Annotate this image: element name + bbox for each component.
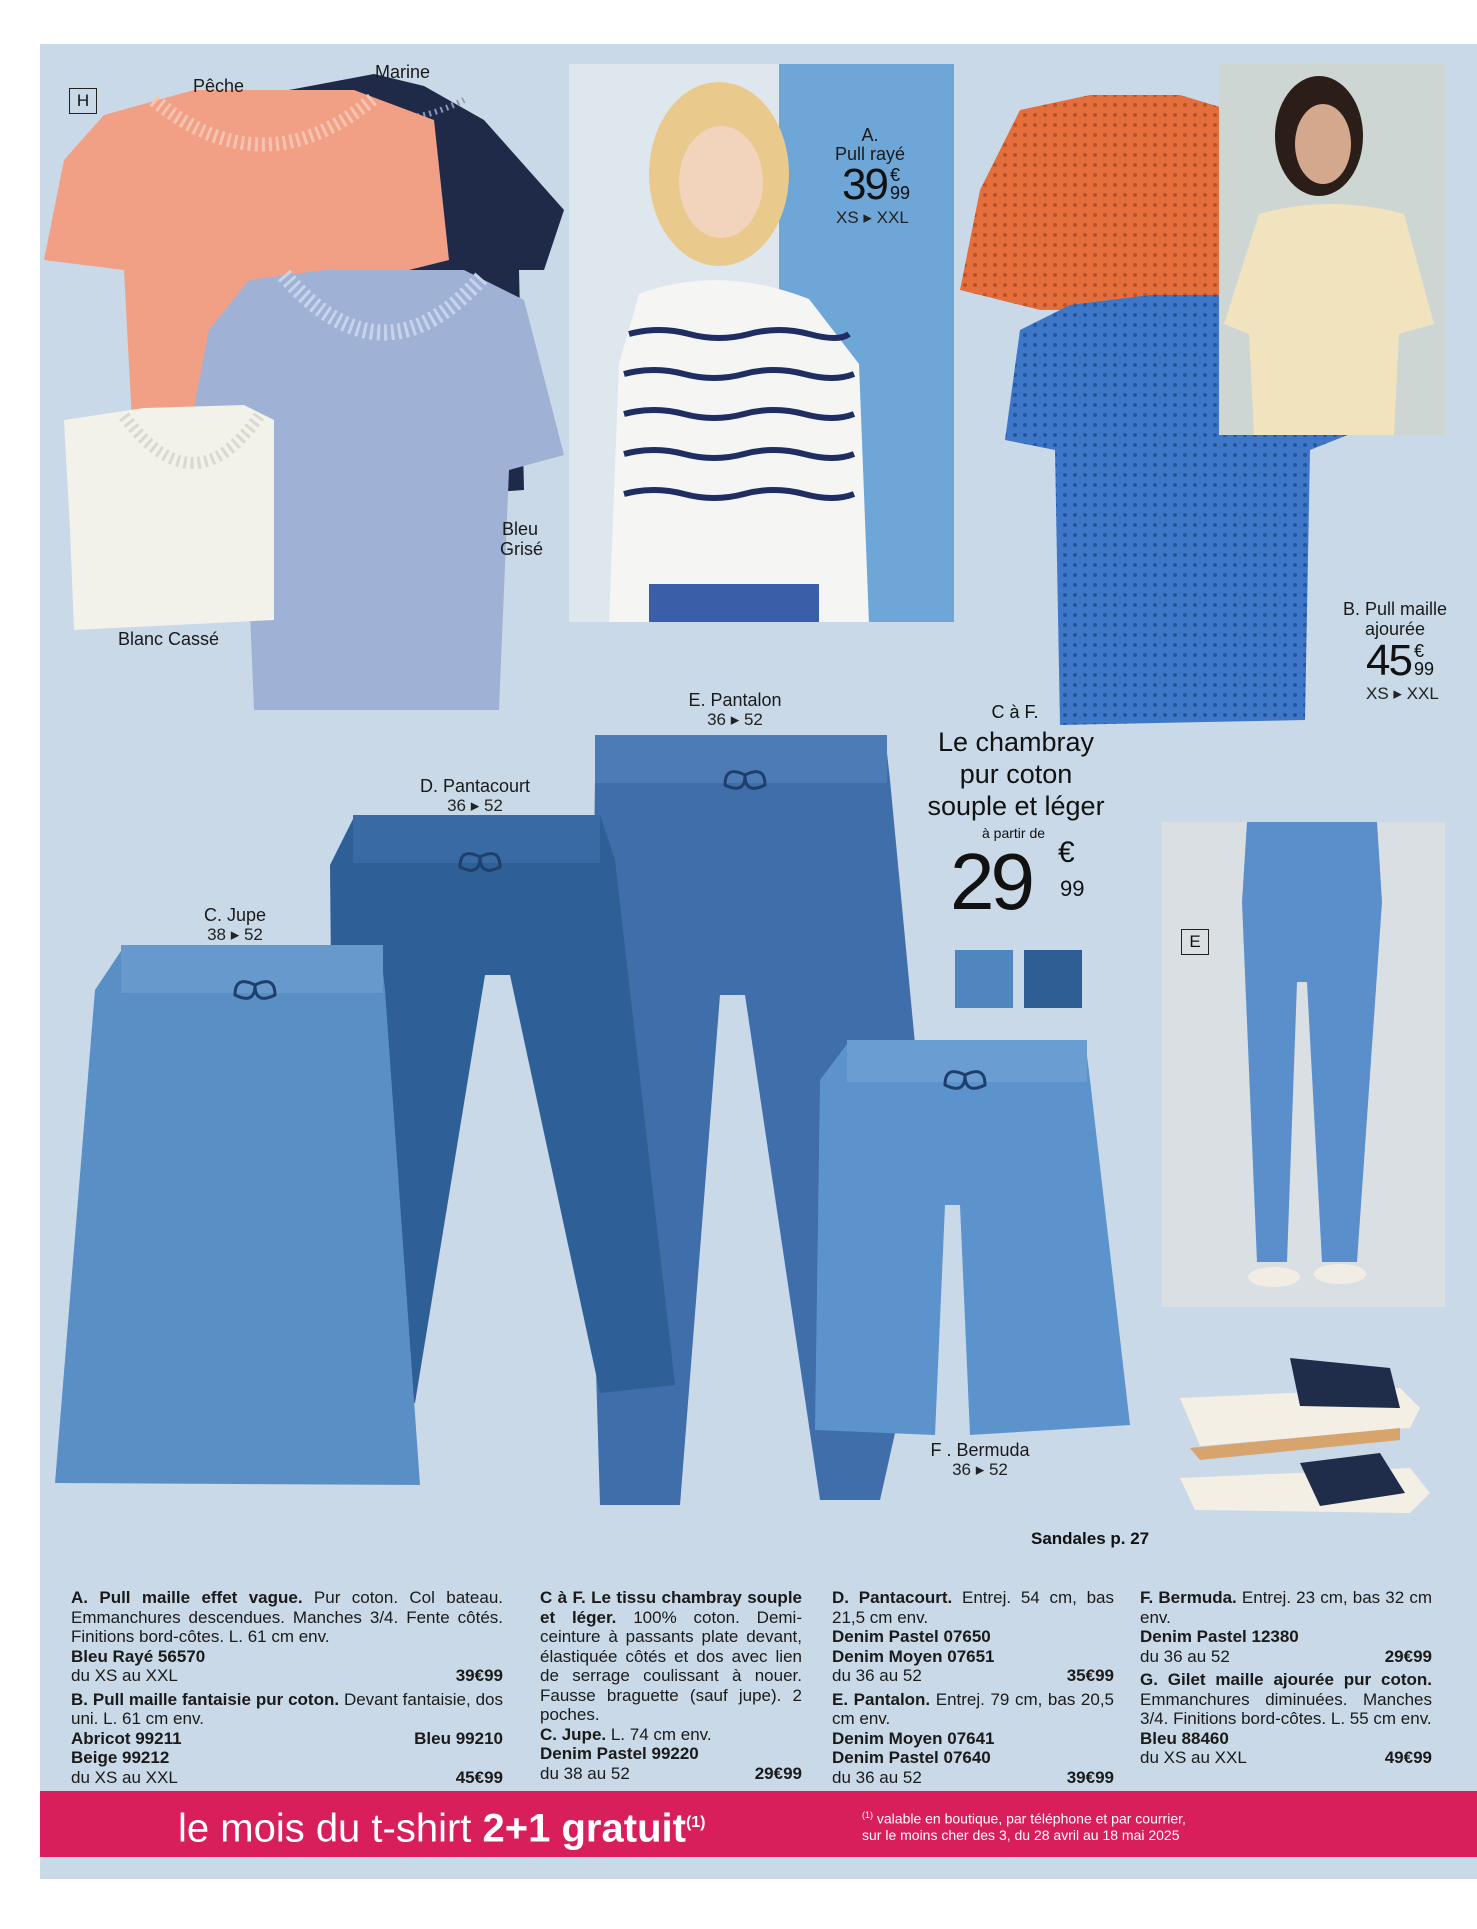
tshirt-label-marine: Marine — [375, 62, 431, 82]
product-b-label: B. Pull maille ajourée — [1342, 599, 1448, 639]
tshirts-image — [44, 60, 574, 720]
desc-column-3: D. Pantacourt. Entrej. 54 cm, bas 21,5 cm env. Denim Pastel 07650 Denim Moyen 07651 du 36 au 52 35€99 E. Pantalon. Entrej. 79 cm, bas 20,5 cm env. Denim Moyen 07641 Denim Pastel 07640 du 36 au 52 39€99 — [832, 1588, 1114, 1787]
desc-column-4: F. Bermuda. Entrej. 23 cm, bas 32 cm env. Denim Pastel 12380 du 36 au 52 29€99 G. Gilet maille ajourée pur coton. Emmanchures diminuées. Manches 3/4. Finitions bord-côtes. L. 55 cm env. Bleu 88460 du XS au XXL 49€99 — [1140, 1588, 1433, 1767]
sandales-ref: Sandales p. 27 — [1031, 1529, 1150, 1548]
promo-conditions: $^{(1)}$ valable en boutique, par téléphone et par courrier, sur le moins cher des 3, du 28 avril au 18 mai 2025 — [862, 1810, 1186, 1843]
chambray-range: C à F. — [991, 702, 1039, 722]
letter-badge-h: H — [69, 88, 97, 114]
chambray-headline: Le chambray pur coton souple et léger — [927, 727, 1105, 821]
product-d-label: D. Pantacourt 36 ▸ 52 — [419, 776, 531, 815]
photo-model-gilet — [1219, 64, 1445, 435]
chambray-from-label: à partir de — [982, 825, 1046, 841]
photo-model-pantalon — [1162, 822, 1445, 1307]
product-a-price: 39 € 99 — [842, 160, 911, 209]
product-b-price: 45 € 99 — [1366, 636, 1435, 685]
sandals-image — [1170, 1328, 1440, 1518]
swatch-denim-moyen — [1024, 950, 1082, 1008]
tshirt-label-peche: Pêche — [193, 76, 245, 96]
tshirt-label-blanc-casse: Blanc Cassé — [118, 629, 220, 649]
swatch-denim-pastel — [955, 950, 1013, 1008]
product-b-sizes: XS ▸ XXL — [1366, 684, 1439, 703]
desc-column-1: A. Pull maille effet vague. Pur coton. Col bateau. Emmanchures descendues. Manches 3/4. Fente côtés. Finitions bord-côtes. L. 61 cm env. Bleu Rayé 56570 du XS au XXL 39€99 B. Pull maille fantaisie pur coton. Devant fantaisie, dos uni. L. 61 cm env. Abricot 99211 Bleu 99210 Beige 99212 du XS au XXL 45€99 — [71, 1588, 504, 1787]
chambray-price: 29 € 99 — [950, 836, 1085, 926]
product-a-sizes: XS ▸ XXL — [836, 208, 909, 227]
product-e-label: E. Pantalon 36 ▸ 52 — [688, 690, 782, 729]
tshirt-label-bleu-grise: Bleu Grisé — [500, 519, 544, 559]
product-f-label: F . Bermuda 36 ▸ 52 — [930, 1440, 1030, 1479]
promo-headline: le mois du t-shirt 2+1 gratuit$^{(1)}$ — [178, 1806, 706, 1851]
product-c-label: C. Jupe 38 ▸ 52 — [203, 905, 267, 944]
letter-badge-e: E — [1181, 929, 1209, 955]
desc-column-2: C à F. Le tissu chambray souple et léger. 100% coton. Demi-ceinture à passants plate devant, élastiquée côtés et dos avec lien de serrage coulissant à nouer. Fausse braguette (sauf jupe). 2 poches. C. Jupe. L. 74 cm env. Denim Pastel 99220 du 38 au 52 29€99 — [540, 1588, 802, 1783]
product-a-label: A. Pull rayé — [834, 125, 906, 164]
